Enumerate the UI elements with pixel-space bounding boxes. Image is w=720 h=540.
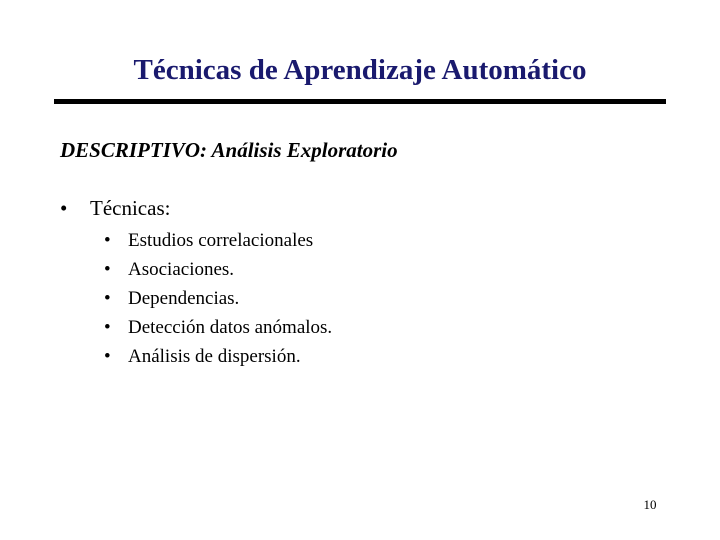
slide-title: Técnicas de Aprendizaje Automático (133, 54, 587, 86)
list-item-text: Dependencias. (128, 288, 240, 309)
list-item (104, 226, 332, 255)
list-item (104, 342, 332, 371)
list-item-text: Estudios correlacionales (128, 230, 314, 251)
title-divider (54, 99, 666, 104)
bullet-icon: • (104, 288, 111, 309)
bullet-icon: • (104, 346, 111, 367)
list-item (104, 313, 332, 342)
bullet-icon: • (104, 317, 111, 338)
list-item-text: Asociaciones. (128, 259, 235, 280)
section-subtitle: DESCRIPTIVO: Análisis Exploratorio (60, 138, 398, 162)
list-item-text: Análisis de dispersión. (128, 346, 301, 367)
main-bullet-text: Técnicas: (90, 196, 171, 220)
bullet-icon: • (60, 196, 68, 220)
page-number: 10 (643, 497, 657, 512)
main-bullet-item (60, 194, 170, 222)
list-item (104, 255, 332, 284)
sub-bullet-list (104, 226, 332, 371)
bullet-icon: • (104, 259, 111, 280)
list-item (104, 284, 332, 313)
list-item-text: Detección datos anómalos. (128, 317, 333, 338)
bullet-icon: • (104, 230, 111, 251)
